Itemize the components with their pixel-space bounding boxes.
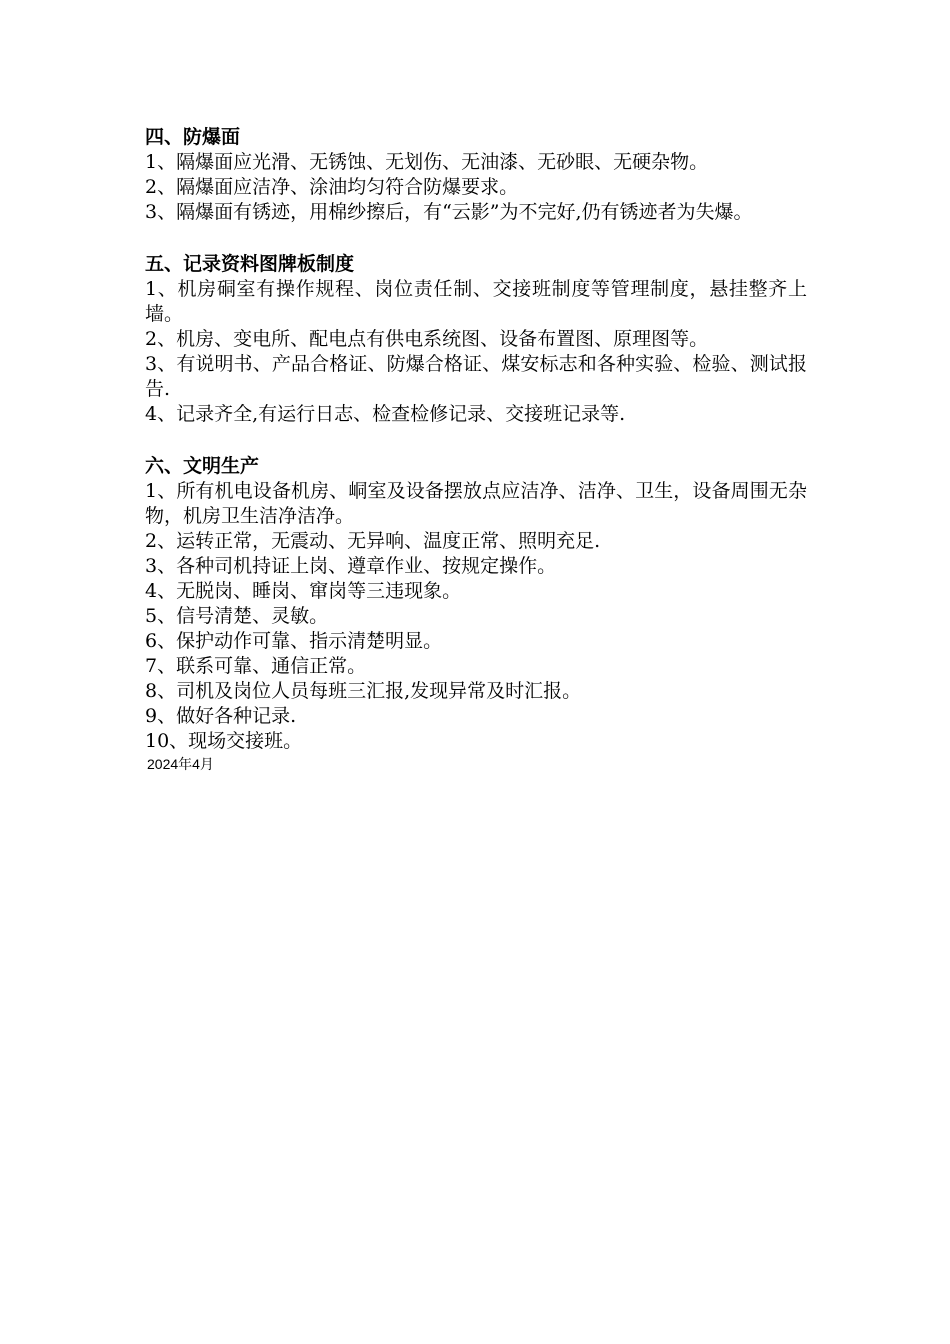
- list-item: 3、有说明书、产品合格证、防爆合格证、煤安标志和各种实验、检验、测试报告.: [145, 353, 807, 400]
- section-explosion-proof-surface: [145, 124, 807, 225]
- section-records-and-boards: [145, 251, 807, 427]
- list-item: 3、各种司机持证上岗、遵章作业、按规定操作。: [145, 555, 557, 577]
- document-page: [145, 124, 807, 774]
- list-item: 1、机房硐室有操作规程、岗位责任制、交接班制度等管理制度，悬挂整齐上墙。: [145, 278, 807, 325]
- section-heading: 四、防爆面: [145, 126, 241, 148]
- section-heading: 五、记录资料图牌板制度: [145, 253, 355, 275]
- list-item: 2、隔爆面应洁净、涂油均匀符合防爆要求。: [145, 176, 519, 198]
- list-item: 9、做好各种记录.: [145, 705, 297, 727]
- section-heading: 六、文明生产: [145, 455, 260, 477]
- list-item: 2、运转正常，无震动、无异响、温度正常、照明充足.: [145, 530, 601, 552]
- list-item: 1、所有机电设备机房、峒室及设备摆放点应洁净、洁净、卫生，设备周围无杂物，机房卫生洁净洁净。: [145, 480, 807, 527]
- document-date: 2024年4月: [147, 756, 214, 772]
- list-item: 2、机房、变电所、配电点有供电系统图、设备布置图、原理图等。: [145, 328, 709, 350]
- list-item: 10、现场交接班。: [145, 730, 303, 752]
- list-item: 7、联系可靠、通信正常。: [145, 655, 367, 677]
- list-item: 3、隔爆面有锈迹，用棉纱擦后，有“云影”为不完好,仍有锈迹者为失爆。: [145, 201, 753, 223]
- list-item: 5、信号清楚、灵敏。: [145, 605, 329, 627]
- list-item: 6、保护动作可靠、指示清楚明显。: [145, 630, 443, 652]
- list-item: 1、隔爆面应光滑、无锈蚀、无划伤、无油漆、无砂眼、无硬杂物。: [145, 151, 709, 173]
- section-civilized-production: [145, 453, 807, 754]
- list-item: 4、无脱岗、睡岗、窜岗等三违现象。: [145, 580, 462, 602]
- list-item: 8、司机及岗位人员每班三汇报,发现异常及时汇报。: [145, 680, 582, 702]
- list-item: 4、记录齐全,有运行日志、检查检修记录、交接班记录等.: [145, 403, 626, 425]
